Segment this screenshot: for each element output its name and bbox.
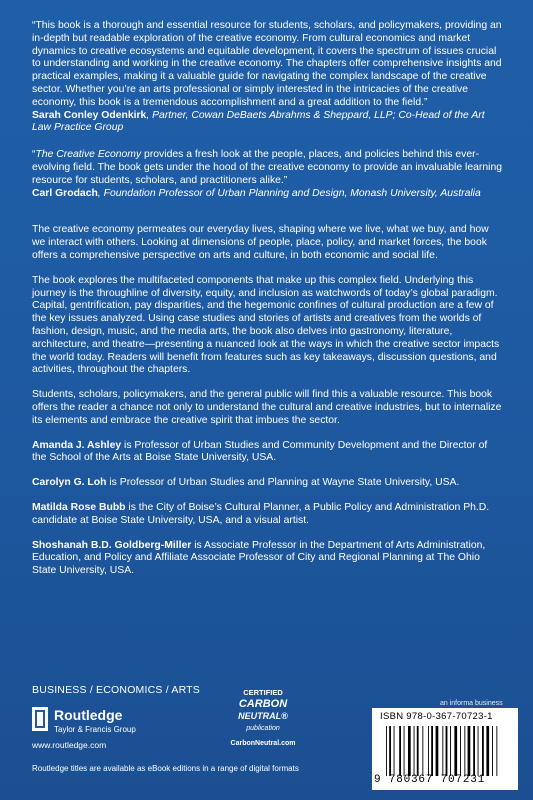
carbon-publication: publication — [246, 725, 280, 732]
quote-attribution — [32, 188, 502, 201]
book-title: The Creative Economy — [35, 149, 142, 161]
author-bio — [32, 477, 502, 490]
endorsement-quote — [32, 20, 502, 135]
description-paragraph: Students, scholars, policymakers, and the general public will find this a valuable resource. This book offers the reader a chance not only to understand the cultural and creative industries, but to internalize its elements and embrace the creative spirit that imbues the sector. — [32, 389, 502, 426]
author-name: Matilda Rose Bubb — [32, 501, 126, 513]
isbn-number: ISBN 978-0-367-70723-1 — [380, 711, 493, 722]
publisher-group: Taylor & Francis Group — [54, 725, 136, 734]
author-name: Amanda J. Ashley — [32, 439, 122, 451]
carbon-neutral: NEUTRAL® — [238, 711, 288, 721]
endorsement-quote — [32, 149, 502, 200]
quote-text: “This book is a thorough and essential resource for students, scholars, and policymakers, providing an in-depth but readable exploration of the creative economy. From cultural economics and market dynamics to creative ecosystems and equitable development, it covers the spectrum of issues crucial to understanding and working in the creative economy. The chapters offer comprehensive insights and practical examples, making it a valuable guide for navigating the complex landscape of the creative sector. Whether you’re an arts professional or simply interested in the intricacies of the creative economy, this book is a tremendous accomplishment and a great addition to the field.” — [32, 20, 502, 108]
author-description: is Professor of Urban Studies and Planning at Wayne State University, USA. — [106, 477, 460, 489]
carbon-neutral-badge — [228, 688, 298, 752]
quote-attribution — [32, 110, 502, 136]
subject-category: BUSINESS / ECONOMICS / ARTS — [32, 684, 200, 696]
description-paragraph: The book explores the multifaceted components that make up this complex field. Underlying this journey is the throughline of diversity, equity, and inclusion as watchwords of today’s global paradigm. Capital, gentrification, pay disparities, and the hegemonic confines of cultural production are a few of the key issues analyzed. Using case studies and stories of artists and creatives from the worlds of fashion, design, music, and the media arts, the book also delves into gastronomy, literature, architecture, and theatre—presenting a nuanced look at the ways in which the creative sector impacts the world today. Readers will benefit from features such as key takeaways, discussion questions, and activities, throughout the chapters. — [32, 274, 500, 376]
endorser-name: Carl Grodach — [32, 187, 98, 199]
author-name: Shoshanah B.D. Goldberg-Miller — [32, 539, 192, 551]
barcode-bars — [386, 726, 512, 776]
barcode-digits: 9 780367 707231 — [374, 774, 486, 786]
routledge-logo-icon — [32, 707, 48, 731]
quote-text: provides a fresh look at the people, places, and policies behind this ever-evolving field. The book gets under the hood of the creative economy to provide an invaluable learning resource for students, scholars, and practitioners alike.” — [32, 149, 503, 186]
author-bio — [32, 502, 502, 528]
description-paragraph: The creative economy permeates our everyday lives, shaping where we live, what we buy, and how we interact with others. Looking at dimensions of people, place, policy, and market forces, the book offers a comprehensive perspective on arts and culture, in both economic and social life. — [32, 224, 489, 261]
carbon-url: CarbonNeutral.com — [230, 740, 296, 747]
carbon-word: CARBON — [238, 698, 288, 710]
isbn-barcode — [372, 708, 518, 790]
author-bio — [32, 540, 502, 578]
author-bio — [32, 440, 502, 466]
quote-open-mark: “ — [32, 149, 36, 161]
author-description: is the City of Boise’s Cultural Planner, a Public Policy and Administration Ph.D. candidate at Boise State University, USA, and a visual artist. — [32, 501, 490, 526]
back-cover-text — [32, 20, 502, 590]
endorser-affiliation: , Partner, Cowan DeBaets Abrahms & Sheppard, LLP; Co-Head of the Art Law Practice Group — [32, 109, 485, 134]
endorser-name: Sarah Conley Odenkirk — [32, 109, 147, 121]
ebook-footnote: Routledge titles are available as eBook editions in a range of digital formats — [32, 764, 299, 773]
author-description: is Professor of Urban Studies and Community Development and the Director of the School of the Arts at Boise State University, USA. — [32, 439, 488, 464]
publisher-name: Routledge — [54, 707, 123, 723]
author-name: Carolyn G. Loh — [32, 477, 107, 489]
author-description: is Associate Professor in the Department of Arts Administration, Education, and Policy and Affiliate Associate Professor of City and Regional Planning at The Ohio State University, USA. — [32, 539, 486, 577]
informa-tagline: an informa business — [440, 700, 503, 707]
publisher-url[interactable]: www.routledge.com — [32, 740, 107, 750]
carbon-certified: CERTIFIED — [243, 688, 283, 697]
endorser-affiliation: , Foundation Professor of Urban Planning and Design, Monash University, Australia — [97, 187, 481, 199]
